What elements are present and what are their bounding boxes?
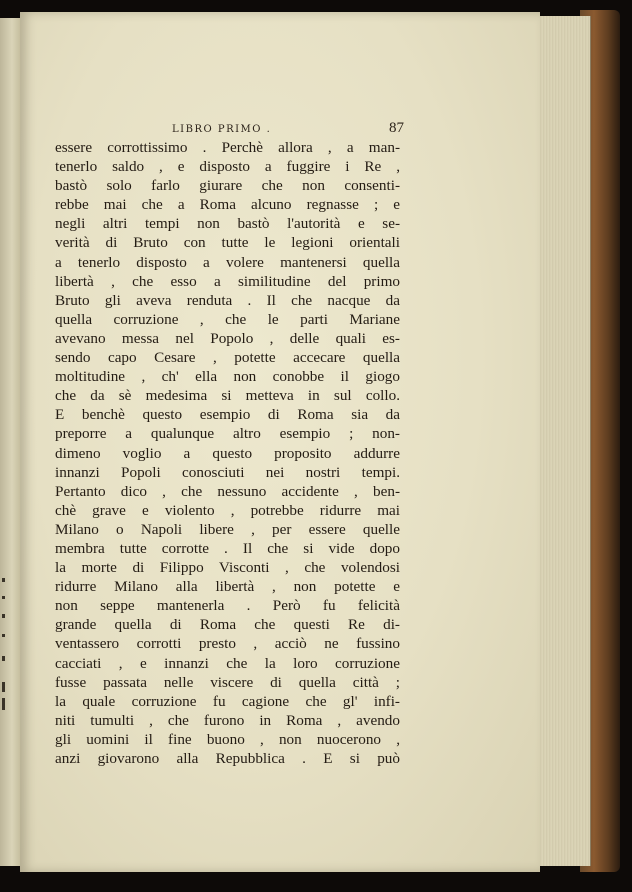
text-line: moltitudine , ch' ella non conobbe il giogo xyxy=(55,368,400,386)
text-line: grande quella di Roma che questi Re di- xyxy=(55,616,400,634)
text-line: preporre a qualunque altro esempio ; non- xyxy=(55,425,400,443)
text-line: quella corruzione , che le parti Mariane xyxy=(55,310,400,328)
text-line: fusse passata nelle viscere di quella città ; xyxy=(55,673,400,691)
text-line: sendo capo Cesare , potette accecare quella xyxy=(55,349,400,367)
text-line: gli uomini il fine buono , non nuocerono , xyxy=(55,730,400,748)
text-line: membra tutte corrotte . Il che si vide dopo xyxy=(55,539,400,557)
text-line: Milano o Napoli libere , per essere quelle xyxy=(55,520,400,538)
text-line: E benchè questo esempio di Roma sia da xyxy=(55,406,400,424)
facing-page-edge xyxy=(0,18,20,866)
body-text xyxy=(55,138,400,768)
text-line: ventassero corrotti presto , acciò ne fussino xyxy=(55,635,400,653)
text-line: la quale corruzione fu cagione che gl' infi- xyxy=(55,692,400,710)
facing-page-print-marks xyxy=(1,578,9,718)
text-line: cacciati , e innanzi che la loro corruzione xyxy=(55,654,400,672)
text-line: verità di Bruto con tutte le legioni orientali xyxy=(55,234,400,252)
text-line: niti tumulti , che furono in Roma , avendo xyxy=(55,711,400,729)
text-line: dimeno voglio a questo proposito addurre xyxy=(55,444,400,462)
text-line: essere corrottissimo . Perchè allora , a man- xyxy=(55,139,400,156)
text-line: libertà , che esso a similitudine del primo xyxy=(55,272,400,290)
text-line: anzi giovarono alla Repubblica . E si può xyxy=(55,750,400,767)
page-number: 87 xyxy=(389,120,404,136)
text-line: rebbe mai che a Roma alcuno regnasse ; e xyxy=(55,196,400,214)
text-line: Pertanto dico , che nessuno accidente , ben- xyxy=(55,482,400,500)
text-line: negli altri tempi non bastò l'autorità e se- xyxy=(55,215,400,233)
text-line: che da sè medesima si metteva in sul collo. xyxy=(55,387,400,405)
text-line: la morte di Filippo Visconti , che volendosi xyxy=(55,559,400,577)
text-line: non seppe mantenerla . Però fu felicità xyxy=(55,597,400,615)
text-line: chè grave e violento , potrebbe ridurre mai xyxy=(55,501,400,519)
text-line: bastò solo farlo giurare che non consenti- xyxy=(55,177,400,195)
text-line: tenerlo saldo , e disposto a fuggire i Re , xyxy=(55,158,400,176)
text-line: ridurre Milano alla libertà , non potette e xyxy=(55,578,400,596)
text-line: a tenerlo disposto a volere mantenersi quella xyxy=(55,253,400,271)
text-line: innanzi Popoli conosciuti nei nostri tempi. xyxy=(55,463,400,481)
text-line: Bruto gli aveva renduta . Il che nacque da xyxy=(55,291,400,309)
text-line: avevano messa nel Popolo , delle quali es- xyxy=(55,329,400,347)
running-title: LIBRO PRIMO . xyxy=(172,124,272,135)
